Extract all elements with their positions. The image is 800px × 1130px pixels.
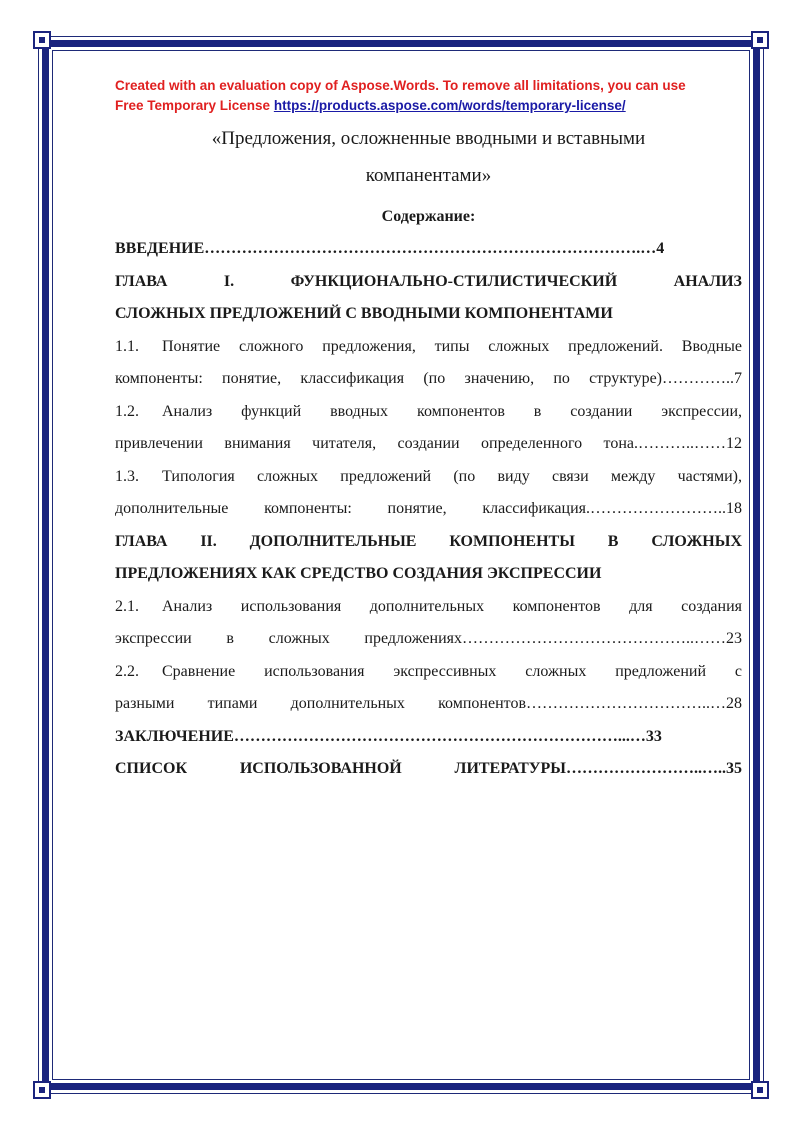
section-title: Типология сложных предложений (по виду связи между частями), <box>162 467 742 485</box>
corner-ornament-bottom-right <box>751 1081 769 1099</box>
section-title: Понятие сложного предложения, типы сложных предложений. Вводные <box>162 337 742 355</box>
toc-section-2-1-line2: экспрессии в сложных предложениях……………………………………..……23 <box>115 630 742 647</box>
toc-section-1-1-line1 <box>115 331 742 364</box>
toc-section-1-1-line2: компоненты: понятие, классификация (по значению, по структуре)…………..7 <box>115 370 742 387</box>
toc-section-1-2-line1 <box>115 396 742 429</box>
section-title: Анализ функций вводных компонентов в создании экспрессии, <box>162 402 742 420</box>
corner-ornament-bottom-left <box>33 1081 51 1099</box>
toc-item-references: СПИСОК ИСПОЛЬЗОВАННОЙ ЛИТЕРАТУРЫ……………………..…..35 <box>115 760 742 777</box>
section-title: Анализ использования дополнительных компонентов для создания <box>162 597 742 615</box>
corner-ornament-top-left <box>33 31 51 49</box>
section-number: 2.1. <box>115 597 139 615</box>
toc-item-introduction: ВВЕДЕНИЕ……………………………………………………………………….…4 <box>115 240 665 257</box>
evaluation-notice <box>115 76 742 116</box>
section-number: 1.2. <box>115 402 139 420</box>
toc-section-1-2-line2: привлечении внимания читателя, создании определенного тона.………..……12 <box>115 435 742 452</box>
corner-ornament-top-right <box>751 31 769 49</box>
document-title <box>115 120 742 194</box>
section-number: 2.2. <box>115 662 139 680</box>
toc-chapter-2-line1: ГЛАВА II. ДОПОЛНИТЕЛЬНЫЕ КОМПОНЕНТЫ В СЛОЖНЫХ <box>115 532 742 550</box>
toc-item-conclusion: ЗАКЛЮЧЕНИЕ………………………………………………………………...…33 <box>115 727 662 745</box>
toc-chapter-2-line2: ПРЕДЛОЖЕНИЯХ КАК СРЕДСТВО СОЗДАНИЯ ЭКСПРЕССИИ <box>115 565 602 582</box>
toc-chapter-1-line2: СЛОЖНЫХ ПРЕДЛОЖЕНИЙ С ВВОДНЫМИ КОМПОНЕНТАМИ <box>115 305 613 322</box>
toc-heading: Содержание: <box>381 208 476 225</box>
license-link[interactable]: https://products.aspose.com/words/temporary-license/ <box>273 98 626 113</box>
toc-section-2-1-line1 <box>115 591 742 624</box>
toc-section-1-3-line2: дополнительные компоненты: понятие, классификация.……………………..18 <box>115 500 742 517</box>
section-number: 1.1. <box>115 337 139 355</box>
evaluation-notice-line2 <box>115 96 742 116</box>
toc-section-1-3-line1 <box>115 461 742 494</box>
license-text: Free Temporary License <box>115 98 271 113</box>
document-title-line1: «Предложения, осложненные вводными и вставными <box>211 128 646 149</box>
section-title: Сравнение использования экспрессивных сложных предложений с <box>162 662 742 680</box>
evaluation-notice-line1: Created with an evaluation copy of Aspose.Words. To remove all limitations, you can use <box>115 78 686 93</box>
table-of-contents <box>115 233 742 786</box>
toc-section-2-2-line1 <box>115 656 742 689</box>
document-title-line2: компанентами» <box>365 165 492 186</box>
toc-section-2-2-line2: разными типами дополнительных компонентов……………………………..…28 <box>115 695 742 712</box>
section-number: 1.3. <box>115 467 139 485</box>
page-content <box>115 74 742 786</box>
toc-chapter-1-line1: ГЛАВА I. ФУНКЦИОНАЛЬНО-СТИЛИСТИЧЕСКИЙ АНАЛИЗ <box>115 272 742 290</box>
